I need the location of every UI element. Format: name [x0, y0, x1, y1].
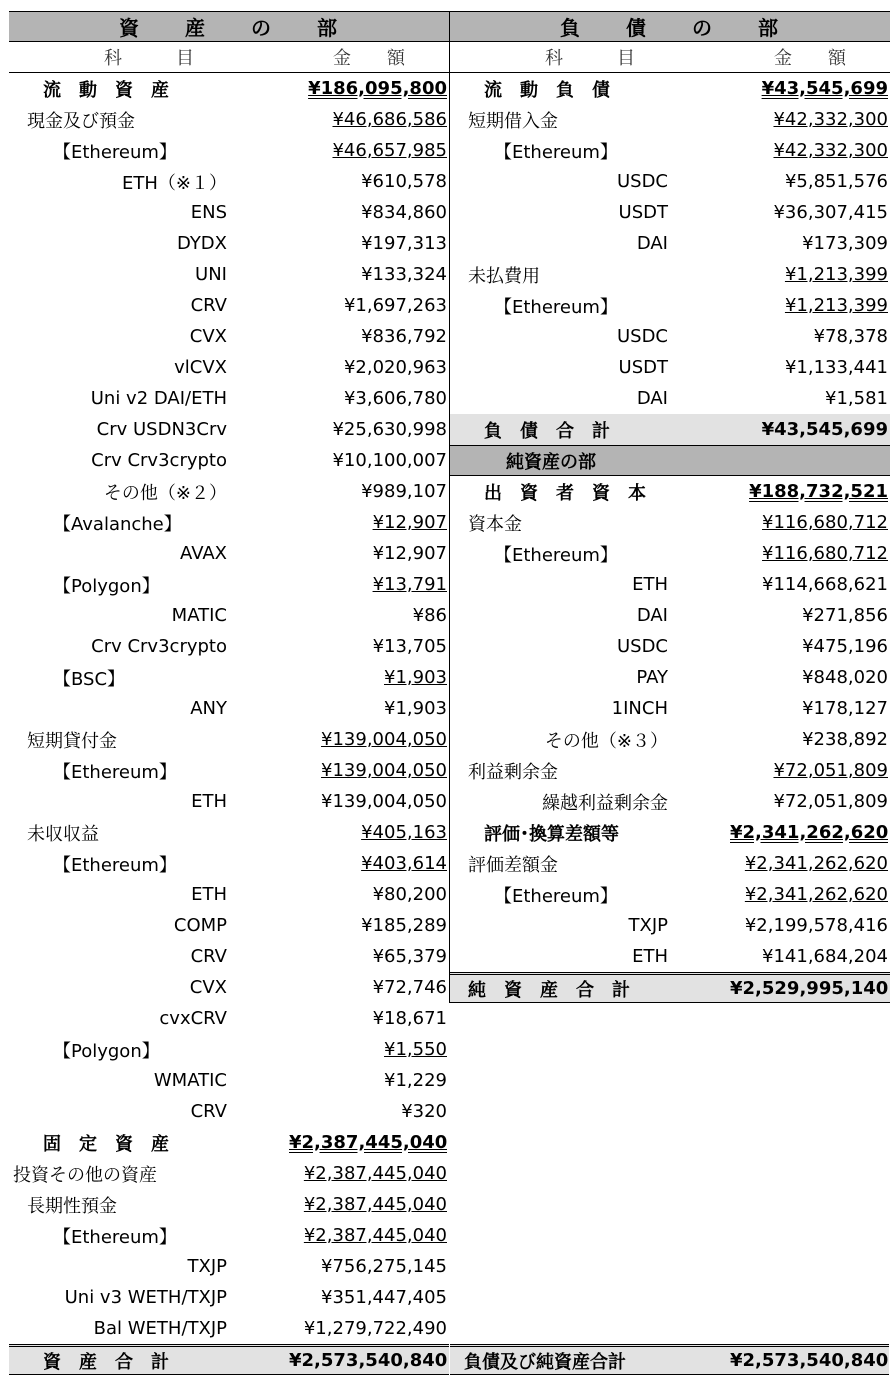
net-asset-amount: ¥475,196	[802, 636, 888, 657]
net-asset-label: ETH	[632, 574, 668, 595]
liability-amount: ¥1,133,441	[784, 357, 888, 378]
assets-total-label: 資 産 合 計	[43, 1351, 169, 1373]
net-asset-row	[450, 662, 890, 693]
liability-row	[450, 135, 890, 166]
net-asset-label: USDC	[616, 636, 668, 657]
net-asset-label: 1INCH	[611, 698, 668, 719]
net-asset-row	[450, 569, 890, 600]
asset-label: 長期性預金	[27, 1195, 117, 1217]
asset-amount: ¥133,324	[361, 264, 447, 285]
asset-row	[9, 817, 449, 848]
asset-label: 現金及び預金	[27, 110, 135, 132]
net-asset-row	[450, 755, 890, 786]
liability-label: 【Ethereum】	[494, 141, 618, 163]
net-asset-label: DAI	[636, 605, 668, 626]
asset-row	[9, 228, 449, 259]
liability-label: USDC	[616, 171, 668, 192]
asset-label: ENS	[190, 202, 227, 223]
net-asset-row	[450, 631, 890, 662]
asset-label: 投資その他の資産	[13, 1164, 157, 1186]
asset-label: cvxCRV	[159, 1008, 227, 1029]
asset-amount: ¥351,447,405	[321, 1287, 447, 1308]
net-asset-label: その他（※３）	[544, 730, 668, 752]
asset-row	[9, 321, 449, 352]
assets-column-headers	[9, 42, 449, 73]
net-asset-label: 利益剰余金	[468, 761, 558, 783]
liabilities-total-row	[450, 414, 890, 445]
liabilities-total-label: 負 債 合 計	[484, 420, 610, 442]
asset-label: 【Ethereum】	[53, 141, 177, 163]
asset-label: vlCVX	[174, 357, 227, 378]
net-asset-label: 【Ethereum】	[494, 544, 618, 566]
asset-row	[9, 662, 449, 693]
asset-label: Crv Crv3crypto	[91, 636, 227, 657]
liability-row	[450, 228, 890, 259]
asset-row	[9, 1189, 449, 1220]
liability-label: 【Ethereum】	[494, 296, 618, 318]
liability-amount: ¥5,851,576	[784, 171, 888, 192]
asset-label: 【Ethereum】	[53, 1226, 177, 1248]
net-asset-amount: ¥848,020	[802, 667, 888, 688]
asset-label: 流 動 資 産	[43, 79, 169, 101]
net-assets-total-amount: ¥2,529,995,140	[730, 978, 888, 999]
asset-row	[9, 414, 449, 445]
asset-row	[9, 383, 449, 414]
net-asset-amount: ¥2,341,262,620	[730, 822, 888, 843]
assets-total-amount: ¥2,573,540,840	[289, 1350, 447, 1371]
net-asset-label: 【Ethereum】	[494, 885, 618, 907]
asset-amount: ¥2,387,445,040	[303, 1163, 447, 1184]
asset-label: MATIC	[171, 605, 227, 626]
asset-row	[9, 135, 449, 166]
asset-amount: ¥3,606,780	[343, 388, 447, 409]
asset-row	[9, 1158, 449, 1189]
liability-row	[450, 259, 890, 290]
asset-amount: ¥1,903	[384, 667, 447, 688]
asset-amount: ¥80,200	[372, 884, 447, 905]
asset-label: 【Polygon】	[53, 575, 160, 597]
liability-row	[450, 290, 890, 321]
assets-total-row	[9, 1344, 449, 1375]
asset-row	[9, 755, 449, 786]
net-assets-header	[450, 445, 890, 476]
net-asset-row	[450, 817, 890, 848]
asset-amount: ¥186,095,800	[308, 78, 447, 99]
net-asset-label: 評価差額金	[468, 854, 558, 876]
asset-row	[9, 693, 449, 724]
asset-amount: ¥2,387,445,040	[289, 1132, 447, 1153]
liability-amount: ¥36,307,415	[773, 202, 888, 223]
asset-row	[9, 166, 449, 197]
asset-amount: ¥139,004,050	[321, 760, 447, 781]
liability-label: USDT	[618, 202, 668, 223]
asset-amount: ¥72,746	[372, 977, 447, 998]
net-asset-label: 繰越利益剰余金	[542, 792, 668, 814]
asset-row	[9, 104, 449, 135]
asset-amount: ¥139,004,050	[321, 791, 447, 812]
item-column-header: 科 目	[545, 48, 635, 69]
asset-row	[9, 197, 449, 228]
net-asset-label: 資本金	[468, 513, 522, 535]
asset-label: 未収収益	[27, 823, 99, 845]
asset-row	[9, 445, 449, 476]
asset-amount: ¥139,004,050	[321, 729, 447, 750]
asset-label: 短期貸付金	[27, 730, 117, 752]
net-asset-amount: ¥178,127	[802, 698, 888, 719]
asset-amount: ¥320	[401, 1101, 447, 1122]
net-asset-label: ETH	[632, 946, 668, 967]
asset-amount: ¥18,671	[372, 1008, 447, 1029]
asset-rows	[9, 73, 449, 1344]
asset-row	[9, 600, 449, 631]
asset-label: 【Polygon】	[53, 1040, 160, 1062]
liability-label: USDC	[616, 326, 668, 347]
net-asset-row	[450, 507, 890, 538]
net-asset-row	[450, 476, 890, 507]
liability-amount: ¥173,309	[802, 233, 888, 254]
asset-amount: ¥12,907	[372, 543, 447, 564]
asset-row	[9, 972, 449, 1003]
asset-row	[9, 910, 449, 941]
net-asset-label: PAY	[636, 667, 668, 688]
liability-amount: ¥1,581	[825, 388, 888, 409]
asset-label: その他（※２）	[103, 482, 227, 504]
net-asset-amount: ¥2,199,578,416	[744, 915, 888, 936]
liability-amount: ¥78,378	[813, 326, 888, 347]
amount-column-header: 金 額	[774, 48, 846, 69]
asset-row	[9, 1313, 449, 1344]
assets-section	[9, 11, 449, 1375]
asset-label: TXJP	[187, 1256, 227, 1277]
asset-row	[9, 786, 449, 817]
net-asset-label: 出 資 者 資 本	[484, 482, 646, 504]
asset-row	[9, 941, 449, 972]
liability-row	[450, 321, 890, 352]
asset-label: CRV	[190, 295, 227, 316]
asset-label: UNI	[195, 264, 227, 285]
asset-row	[9, 1251, 449, 1282]
asset-amount: ¥836,792	[361, 326, 447, 347]
asset-row	[9, 476, 449, 507]
asset-amount: ¥2,387,445,040	[303, 1194, 447, 1215]
liabilities-column-headers	[450, 42, 890, 73]
asset-amount: ¥405,163	[361, 822, 447, 843]
asset-amount: ¥610,578	[361, 171, 447, 192]
net-asset-row	[450, 879, 890, 910]
asset-row	[9, 538, 449, 569]
liability-row	[450, 352, 890, 383]
asset-row	[9, 290, 449, 321]
net-asset-amount: ¥2,341,262,620	[744, 884, 888, 905]
asset-amount: ¥1,903	[384, 698, 447, 719]
asset-amount: ¥834,860	[361, 202, 447, 223]
asset-row	[9, 1034, 449, 1065]
asset-amount: ¥185,289	[361, 915, 447, 936]
asset-amount: ¥86	[412, 605, 447, 626]
net-asset-row	[450, 786, 890, 817]
asset-amount: ¥65,379	[372, 946, 447, 967]
asset-label: 【Ethereum】	[53, 854, 177, 876]
asset-row	[9, 1065, 449, 1096]
assets-header: 資 産 の 部	[9, 11, 449, 42]
liability-rows	[450, 73, 890, 414]
asset-label: Crv USDN3Crv	[96, 419, 227, 440]
liability-amount: ¥1,213,399	[784, 295, 888, 316]
liability-amount: ¥1,213,399	[784, 264, 888, 285]
asset-amount: ¥197,313	[361, 233, 447, 254]
asset-row	[9, 507, 449, 538]
net-asset-amount: ¥271,856	[802, 605, 888, 626]
asset-row	[9, 631, 449, 662]
asset-amount: ¥13,705	[372, 636, 447, 657]
asset-amount: ¥756,275,145	[321, 1256, 447, 1277]
asset-label: Uni v3 WETH/TXJP	[64, 1287, 227, 1308]
asset-amount: ¥25,630,998	[332, 419, 447, 440]
asset-row	[9, 352, 449, 383]
asset-row	[9, 1096, 449, 1127]
net-asset-row	[450, 910, 890, 941]
liability-row	[450, 73, 890, 104]
asset-label: ETH（※１）	[122, 172, 227, 194]
liabilities-header: 負 債 の 部	[450, 11, 890, 42]
asset-label: ETH	[191, 884, 227, 905]
net-asset-rows	[450, 476, 890, 972]
asset-row	[9, 569, 449, 600]
asset-amount: ¥46,657,985	[332, 140, 447, 161]
asset-amount: ¥46,686,586	[332, 109, 447, 130]
asset-label: Crv Crv3crypto	[91, 450, 227, 471]
net-assets-header-label: 純資産の部	[506, 451, 596, 473]
asset-label: CVX	[189, 977, 227, 998]
liability-row	[450, 104, 890, 135]
asset-amount: ¥13,791	[372, 574, 447, 595]
asset-amount: ¥989,107	[361, 481, 447, 502]
net-asset-row	[450, 538, 890, 569]
amount-column-header: 金 額	[333, 48, 405, 69]
liability-row	[450, 383, 890, 414]
asset-label: WMATIC	[153, 1070, 227, 1091]
asset-label: DYDX	[176, 233, 227, 254]
asset-row	[9, 1003, 449, 1034]
net-asset-label: 評価･換算差額等	[484, 823, 619, 845]
net-asset-row	[450, 724, 890, 755]
asset-label: AVAX	[180, 543, 227, 564]
liability-amount: ¥42,332,300	[773, 109, 888, 130]
item-column-header: 科 目	[104, 48, 194, 69]
net-assets-total-row	[450, 972, 890, 1003]
asset-amount: ¥403,614	[361, 853, 447, 874]
net-asset-amount: ¥72,051,809	[773, 760, 888, 781]
asset-label: 【Avalanche】	[53, 513, 182, 535]
asset-row	[9, 879, 449, 910]
net-asset-amount: ¥72,051,809	[773, 791, 888, 812]
asset-amount: ¥1,697,263	[343, 295, 447, 316]
net-asset-row	[450, 941, 890, 972]
asset-label: Bal WETH/TXJP	[93, 1318, 227, 1339]
asset-row	[9, 848, 449, 879]
asset-row	[9, 724, 449, 755]
asset-label: ANY	[190, 698, 227, 719]
liability-row	[450, 197, 890, 228]
asset-label: 固 定 資 産	[43, 1133, 169, 1155]
net-asset-label: TXJP	[628, 915, 668, 936]
asset-amount: ¥10,100,007	[332, 450, 447, 471]
asset-row	[9, 73, 449, 104]
net-asset-amount: ¥2,341,262,620	[744, 853, 888, 874]
asset-amount: ¥12,907	[372, 512, 447, 533]
asset-label: CVX	[189, 326, 227, 347]
liability-amount: ¥42,332,300	[773, 140, 888, 161]
asset-amount: ¥2,020,963	[343, 357, 447, 378]
asset-row	[9, 1220, 449, 1251]
net-asset-amount: ¥114,668,621	[762, 574, 888, 595]
net-asset-amount: ¥116,680,712	[762, 512, 888, 533]
liability-row	[450, 166, 890, 197]
asset-label: 【Ethereum】	[53, 761, 177, 783]
net-asset-row	[450, 600, 890, 631]
grand-total-label: 負債及び純資産合計	[464, 1351, 626, 1373]
asset-row	[9, 1282, 449, 1313]
net-assets-total-label: 純 資 産 合 計	[468, 979, 630, 1001]
liabilities-total-amount: ¥43,545,699	[761, 419, 888, 440]
liability-label: DAI	[636, 233, 668, 254]
asset-label: ETH	[191, 791, 227, 812]
grand-total-row	[450, 1344, 889, 1375]
asset-amount: ¥1,550	[384, 1039, 447, 1060]
asset-amount: ¥2,387,445,040	[303, 1225, 447, 1246]
net-asset-amount: ¥188,732,521	[749, 481, 888, 502]
net-asset-row	[450, 693, 890, 724]
liability-label: DAI	[636, 388, 668, 409]
liability-label: 短期借入金	[468, 110, 558, 132]
asset-label: CRV	[190, 946, 227, 967]
asset-label: Uni v2 DAI/ETH	[90, 388, 227, 409]
asset-label: CRV	[190, 1101, 227, 1122]
liability-label: 流 動 負 債	[484, 79, 610, 101]
liabilities-section	[449, 11, 890, 1003]
net-asset-amount: ¥141,684,204	[762, 946, 888, 967]
net-asset-row	[450, 848, 890, 879]
asset-row	[9, 259, 449, 290]
asset-label: 【BSC】	[53, 668, 126, 690]
liability-amount: ¥43,545,699	[761, 78, 888, 99]
asset-amount: ¥1,229	[384, 1070, 447, 1091]
grand-total-amount: ¥2,573,540,840	[730, 1350, 888, 1371]
net-asset-amount: ¥116,680,712	[762, 543, 888, 564]
liability-label: 未払費用	[468, 265, 540, 287]
asset-row	[9, 1127, 449, 1158]
net-asset-amount: ¥238,892	[802, 729, 888, 750]
asset-amount: ¥1,279,722,490	[303, 1318, 447, 1339]
liability-label: USDT	[618, 357, 668, 378]
asset-label: COMP	[173, 915, 227, 936]
